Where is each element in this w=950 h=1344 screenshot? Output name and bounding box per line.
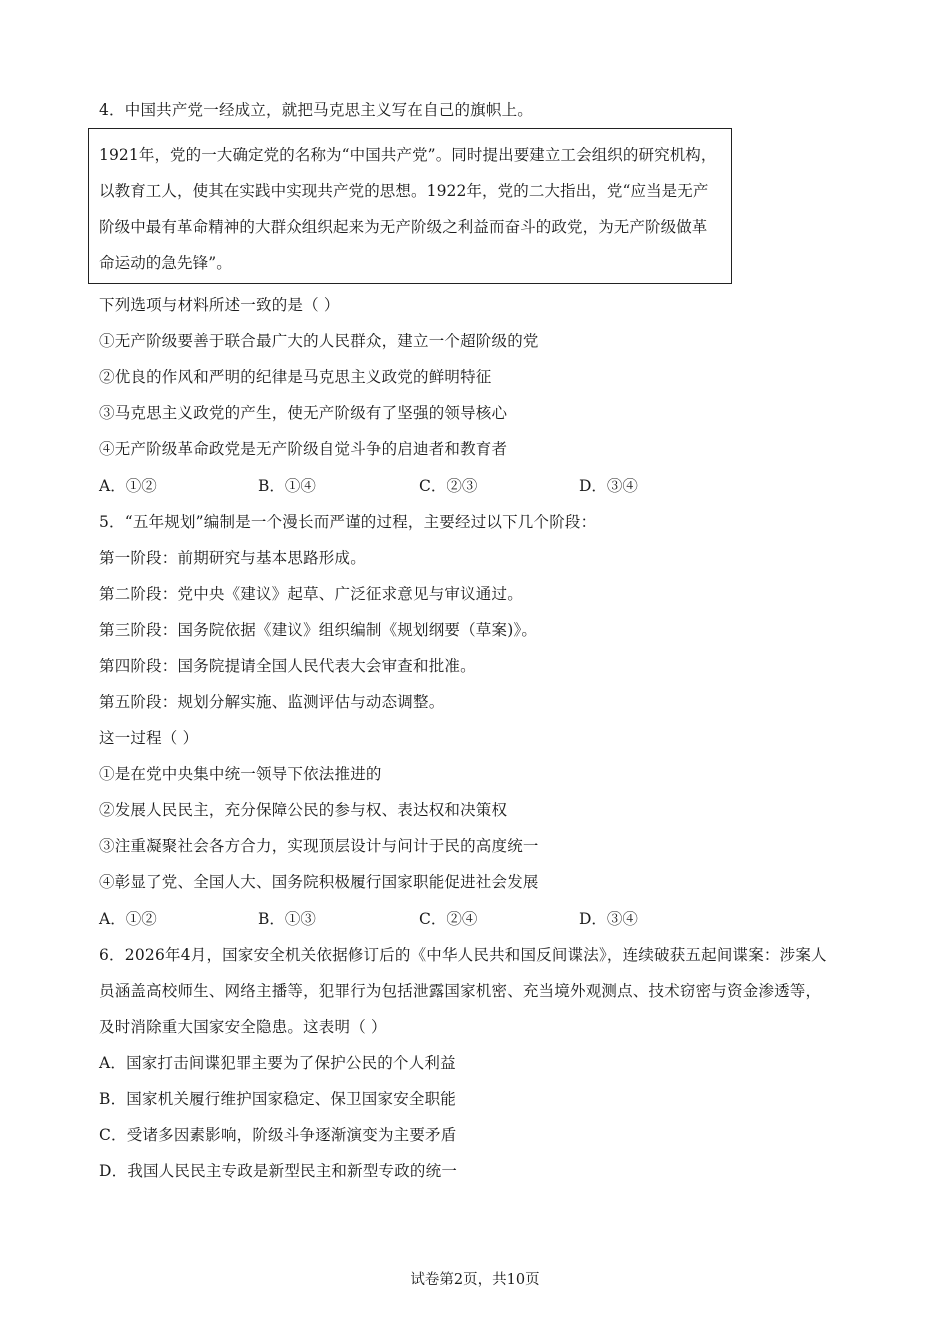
q5-stage-4: 第四阶段：国务院提请全国人民代表大会审查和批准。 [99, 657, 476, 675]
q6-stem-line: 员涵盖高校师生、网络主播等，犯罪行为包括泄露国家机密、充当境外观测点、技术窃密与资金渗透等， [99, 982, 822, 1000]
q4-item-2: ②优良的作风和严明的纪律是马克思主义政党的鲜明特征 [99, 368, 492, 386]
q5-item-1: ①是在党中央集中统一领导下依法推进的 [99, 765, 382, 783]
q5-item-4: ④彰显了党、全国人大、国务院积极履行国家职能促进社会发展 [99, 873, 539, 891]
q5-option-a[interactable]: A．①② [99, 910, 157, 928]
page-footer: 试卷第2页，共10页 [410, 1272, 540, 1288]
q5-stage-5: 第五阶段：规划分解实施、监测评估与动态调整。 [99, 693, 445, 711]
q4-item-3: ③马克思主义政党的产生，使无产阶级有了坚强的领导核心 [99, 404, 508, 422]
q4-material-line: 以教育工人，使其在实践中实现共产党的思想。1922年，党的二大指出，党“应当是无产 [99, 182, 709, 200]
q4-material-line: 1921年，党的一大确定党的名称为“中国共产党”。同时提出要建立工会组织的研究机构， [99, 146, 717, 164]
q5-stage-3: 第三阶段：国务院依据《建议》组织编制《规划纲要（草案)》。 [99, 621, 538, 639]
q6-option-c[interactable]: C．受诸多因素影响，阶级斗争逐渐演变为主要矛盾 [99, 1126, 457, 1144]
q6-option-b[interactable]: B．国家机关履行维护国家稳定、保卫国家安全职能 [99, 1090, 456, 1108]
q4-prompt: 下列选项与材料所述一致的是（ ） [99, 296, 340, 314]
q5-option-c[interactable]: C．②④ [419, 910, 478, 928]
q5-stage-1: 第一阶段：前期研究与基本思路形成。 [99, 549, 366, 567]
q5-item-2: ②发展人民民主，充分保障公民的参与权、表达权和决策权 [99, 801, 508, 819]
q6-option-d[interactable]: D．我国人民民主专政是新型民主和新型专政的统一 [99, 1162, 458, 1180]
q5-stem: 5．“五年规划”编制是一个漫长而严谨的过程，主要经过以下几个阶段： [99, 513, 597, 531]
q4-item-1: ①无产阶级要善于联合最广大的人民群众，建立一个超阶级的党 [99, 332, 539, 350]
q4-item-4: ④无产阶级革命政党是无产阶级自觉斗争的启迪者和教育者 [99, 440, 508, 458]
q6-option-a[interactable]: A．国家打击间谍犯罪主要为了保护公民的个人利益 [99, 1054, 456, 1072]
q4-option-b[interactable]: B．①④ [258, 477, 316, 495]
q4-stem: 4．中国共产党一经成立，就把马克思主义写在自己的旗帜上。 [99, 101, 533, 119]
q4-material-box [88, 128, 732, 284]
q6-stem-line: 及时消除重大国家安全隐患。这表明（ ） [99, 1018, 387, 1036]
q5-item-3: ③注重凝聚社会各方合力，实现顶层设计与问计于民的高度统一 [99, 837, 539, 855]
q4-material-line: 命运动的急先锋”。 [99, 254, 232, 272]
q5-stage-2: 第二阶段：党中央《建议》起草、广泛征求意见与审议通过。 [99, 585, 523, 603]
q4-option-a[interactable]: A．①② [99, 477, 157, 495]
q5-option-b[interactable]: B．①③ [258, 910, 316, 928]
q5-prompt: 这一过程（ ） [99, 729, 199, 747]
q4-material-line: 阶级中最有革命精神的大群众组织起来为无产阶级之利益而奋斗的政党，为无产阶级做革 [99, 218, 708, 236]
q4-option-d[interactable]: D．③④ [579, 477, 638, 495]
q5-option-d[interactable]: D．③④ [579, 910, 638, 928]
q4-option-c[interactable]: C．②③ [419, 477, 478, 495]
q6-stem-line: 6．2026年4月，国家安全机关依据修订后的《中华人民共和国反间谍法》，连续破获五起间谍案：涉案人 [99, 946, 827, 964]
